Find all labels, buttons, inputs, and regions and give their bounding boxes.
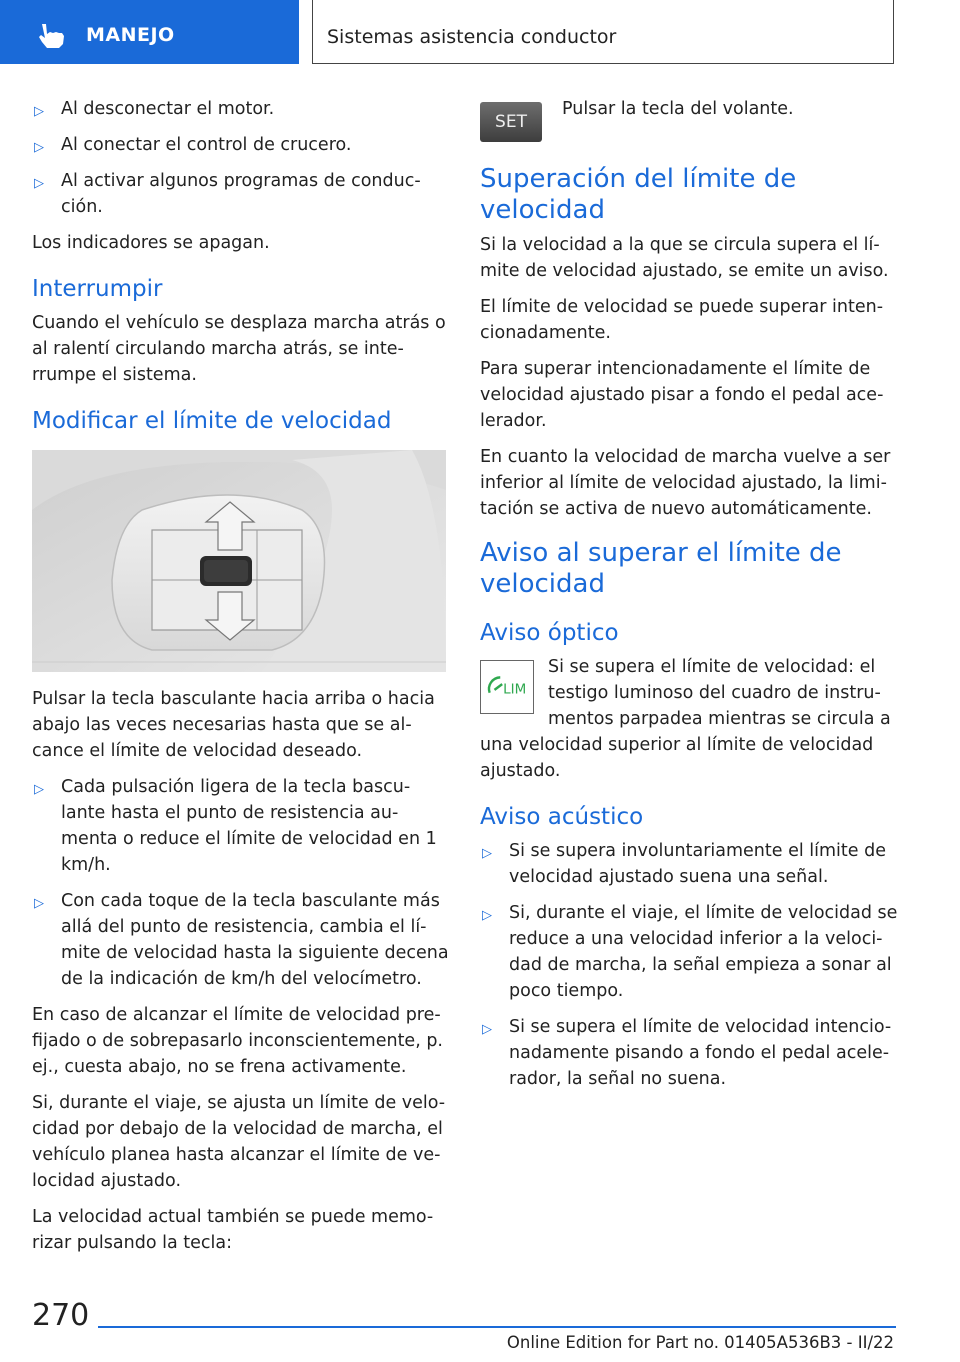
list-item: ▷ Cada pulsación ligera de la tecla bascu-lante hasta el punto de resistencia au-menta o reduce el límite de velocidad en 1 km/h. <box>34 777 437 875</box>
right-column <box>480 96 898 1102</box>
triangle-bullet-icon: ▷ <box>482 908 492 923</box>
paragraph: Si la velocidad a la que se circula supera el lí-mite de velocidad ajustado, se emite un aviso. <box>480 235 889 281</box>
triangle-bullet-icon: ▷ <box>482 846 492 861</box>
paragraph: Pulsar la tecla basculante hacia arriba o hacia abajo las veces necesarias hasta que se al-cance el límite de velocidad deseado. <box>32 689 435 761</box>
list-item: ▷ Al desconectar el motor. <box>32 96 450 122</box>
speed-limit-warning-icon <box>480 660 534 714</box>
list-item: ▷ Si, durante el viaje, el límite de velocidad se reduce a una velocidad inferior a la veloci-dad de marcha, la señal empieza a sonar al poco tiempo. <box>482 903 898 1001</box>
section-title: MANEJO <box>86 24 175 46</box>
paragraph: La velocidad actual también se puede memo-rizar pulsando la tecla: <box>32 1207 434 1253</box>
list-item: ▷ Al activar algunos programas de conduc-ción. <box>34 171 421 217</box>
heading-interrumpir: Interrumpir <box>32 276 163 302</box>
triangle-bullet-icon: ▷ <box>34 140 44 155</box>
paragraph: En caso de alcanzar el límite de velocidad pre-fijado o de sobrepasarlo inconscientemente, p. ej., cuesta abajo, no se frena activamente. <box>32 1005 443 1077</box>
paragraph: El límite de velocidad se puede superar inten-cionadamente. <box>480 297 884 343</box>
paragraph: Cuando el vehículo se desplaza marcha atrás o al ralentí circulando marcha atrás, se inte-rrumpe el sistema. <box>32 313 446 385</box>
lim-warning-row <box>480 654 898 784</box>
triangle-bullet-icon: ▷ <box>482 1022 492 1037</box>
steering-wheel-rocker-photo <box>32 450 446 672</box>
triangle-bullet-icon: ▷ <box>34 104 44 119</box>
edition-note: Online Edition for Part no. 01405A536B3 - II/22 <box>506 1333 894 1352</box>
paragraph: Para superar intencionadamente el límite de velocidad ajustado pisar a fondo el pedal ace-lerador. <box>480 359 884 431</box>
list-item: ▷ Al conectar el control de crucero. <box>32 132 450 158</box>
paragraph: Pulsar la tecla del volante. <box>562 99 794 119</box>
heading-modificar: Modificar el límite de velocidad <box>32 408 392 434</box>
set-button-row <box>480 96 898 148</box>
chapter-header <box>312 0 894 64</box>
list-item: ▷ Si se supera el límite de velocidad intencio-nadamente pisando a fondo el pedal acele-rador, la señal no suena. <box>482 1017 892 1089</box>
triangle-bullet-icon: ▷ <box>34 896 44 911</box>
chapter-title: Sistemas asistencia conductor <box>327 26 617 48</box>
triangle-bullet-icon: ▷ <box>34 176 44 191</box>
lim-label: LIM <box>503 681 527 698</box>
list-item: ▷ Si se supera involuntariamente el límite de velocidad ajustado suena una señal. <box>482 841 886 887</box>
heading-optico: Aviso óptico <box>480 620 619 646</box>
paragraph: En cuanto la velocidad de marcha vuelve a ser inferior al límite de velocidad ajustado, la limi-tación se activa de nuevo automáticamente. <box>480 447 891 519</box>
set-key-icon: SET <box>480 102 542 142</box>
paragraph: Si, durante el viaje, se ajusta un límite de velo-cidad por debajo de la velocidad de marcha, el vehículo planea hasta alcanzar el límite de ve-locidad ajustado. <box>32 1093 446 1191</box>
paragraph: Si se supera el límite de velocidad: el testigo luminoso del cuadro de instru-mentos parpadea mientras se circula a una velocidad superior al límite de velocidad ajustado. <box>480 657 891 781</box>
footer-divider <box>98 1326 896 1328</box>
heading-superacion: Superación del límite de velocidad <box>480 164 797 225</box>
heading-aviso: Aviso al superar el límite de velocidad <box>480 538 842 599</box>
left-column <box>32 96 450 1266</box>
triangle-bullet-icon: ▷ <box>34 782 44 797</box>
page-number: 270 <box>32 1298 90 1333</box>
heading-acustico: Aviso acústico <box>480 804 644 830</box>
paragraph: Los indicadores se apagan. <box>32 233 270 253</box>
list-item: ▷ Con cada toque de la tecla basculante más allá del punto de resistencia, cambia el lí-mite de velocidad hasta la siguiente decena de la indicación de km/h del velocímetro. <box>34 891 449 989</box>
steering-hand-icon <box>36 20 68 50</box>
section-header <box>0 0 299 64</box>
